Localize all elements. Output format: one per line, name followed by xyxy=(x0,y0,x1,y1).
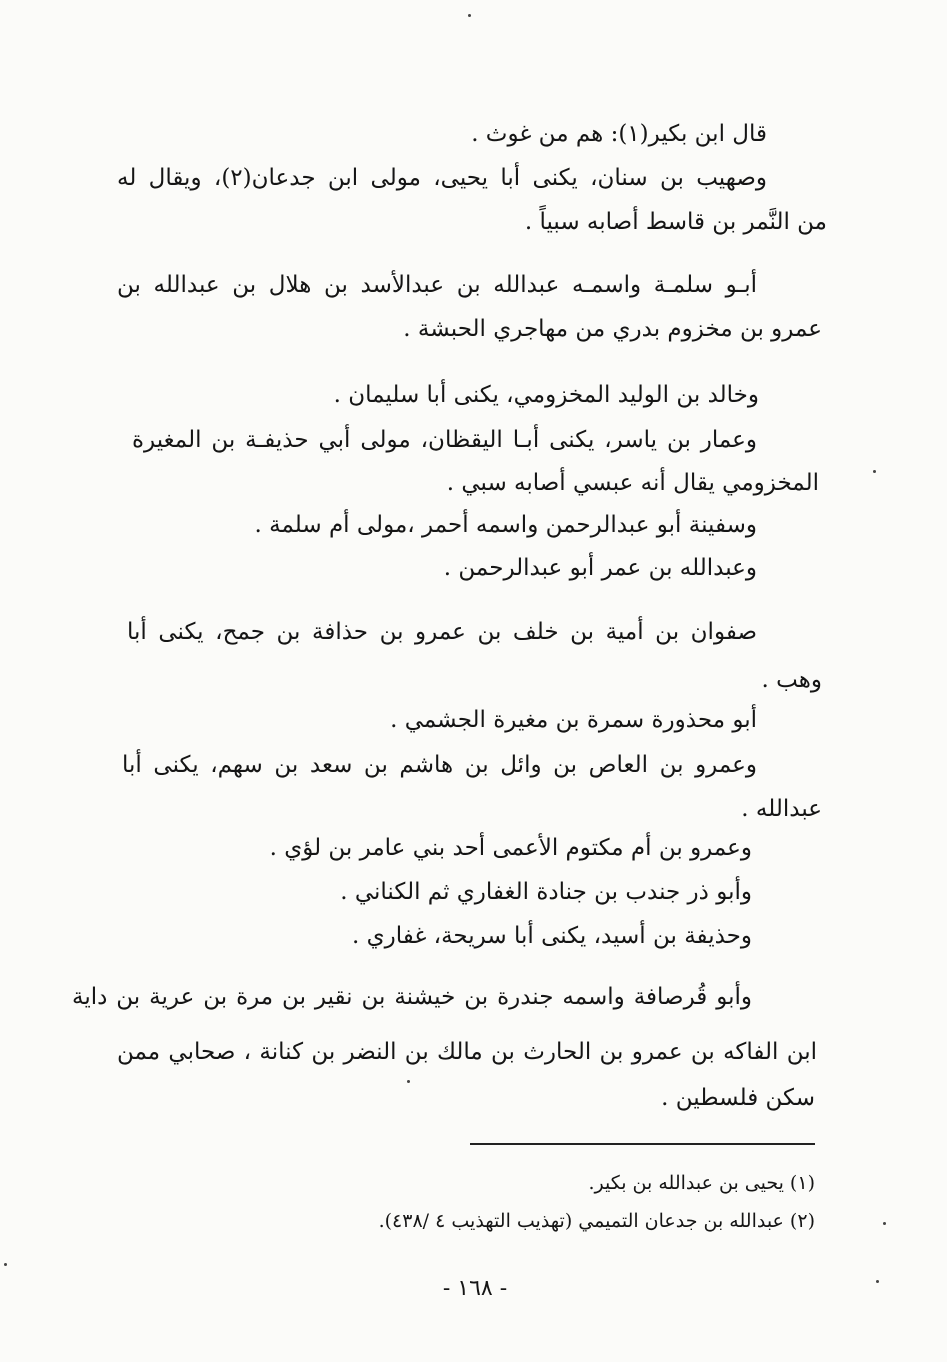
text-line: أبو محذورة سمرة بن مغيرة الجشمي . xyxy=(390,707,757,733)
text-line: وعمار بن ياسر، يكنى أبـا اليقظان، مولى أبي حذيفـة بن المغيرة xyxy=(132,427,757,453)
scan-speck xyxy=(468,14,471,17)
footnote: (١) يحيى بن عبدالله بن بكير. xyxy=(588,1172,815,1194)
scan-speck xyxy=(876,1280,879,1283)
text-line: عمرو بن مخزوم بدري من مهاجري الحبشة . xyxy=(403,316,822,342)
text-line: أبـو سلمـة واسمـه عبدالله بن عبدالأسد بن هلال بن عبدالله بن xyxy=(117,272,757,298)
scan-speck xyxy=(883,1222,886,1225)
text-line: وهب . xyxy=(761,667,822,693)
text-line: قال ابن بكير(١): هم من غوث . xyxy=(471,121,767,147)
text-line: المخزومي يقال أنه عبسي أصابه سبي . xyxy=(446,470,819,496)
page-number: - ١٦٨ - xyxy=(442,1276,508,1301)
text-line: وسفينة أبو عبدالرحمن واسمه أحمر ،مولى أم سلمة . xyxy=(254,512,757,538)
text-line: وأبو ذر جندب بن جنادة الغفاري ثم الكناني . xyxy=(340,879,752,905)
scan-speck xyxy=(873,470,876,473)
footnote-separator xyxy=(470,1143,815,1145)
text-line: وأبو قُرصافة واسمه جندرة بن خيشنة بن نقير بن مرة بن عرية بن داية xyxy=(72,984,752,1010)
text-line: من النَّمر بن قاسط أصابه سبياً . xyxy=(524,209,827,235)
text-line: وحذيفة بن أسيد، يكنى أبا سريحة، غفاري . xyxy=(351,923,752,949)
text-line: وعبدالله بن عمر أبو عبدالرحمن . xyxy=(443,555,757,581)
text-line: صفوان بن أمية بن خلف بن عمرو بن حذافة بن جمح، يكنى أبا xyxy=(127,619,757,645)
text-line: وصهيب بن سنان، يكنى أبا يحيى، مولى ابن جدعان(٢)، ويقال له xyxy=(117,165,767,191)
footnote: (٢) عبدالله بن جدعان التميمي (تهذيب التهذيب ٤ /٤٣٨). xyxy=(378,1210,815,1232)
text-line: وخالد بن الوليد المخزومي، يكنى أبا سليمان . xyxy=(333,382,759,408)
text-line: ابن الفاكه بن عمرو بن الحارث بن مالك بن النضر بن كنانة ، صحابي ممن xyxy=(117,1039,817,1065)
text-line: سكن فلسطين . xyxy=(661,1085,815,1111)
scan-speck xyxy=(407,1080,410,1083)
text-line: عبدالله . xyxy=(741,796,822,822)
scan-speck xyxy=(4,1263,7,1266)
text-line: وعمرو بن العاص بن وائل بن هاشم بن سعد بن سهم، يكنى أبا xyxy=(122,752,757,778)
text-line: وعمرو بن أم مكتوم الأعمى أحد بني عامر بن لؤي . xyxy=(269,835,752,861)
